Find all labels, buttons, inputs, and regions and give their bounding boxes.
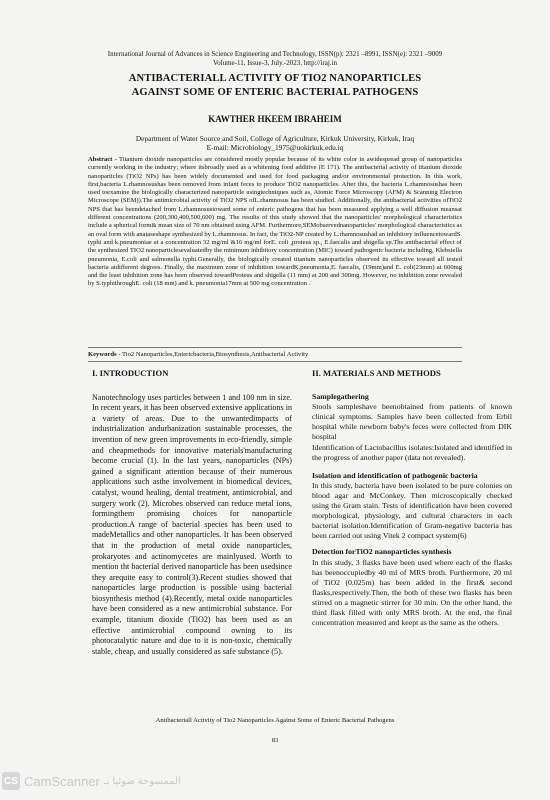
affiliation-department: Department of Water Source and Soil, College of Agriculture, Kirkuk University, Kirkuk, Iraq <box>135 134 415 143</box>
page-number: 83 <box>271 737 279 744</box>
keywords-bottom-rule <box>88 361 462 362</box>
paper-title <box>60 72 490 100</box>
camscanner-watermark <box>2 772 181 790</box>
introduction-text: Nanotechnology uses particles between 1 and 100 nm in size. In recent years, it has been observed extensive applications in a variety of areas. Due to the unwantedimpacts of industrialization andurbanization sustainable processes, the invention of new green improvements in eco-friendly, simple and cheapmethods for innovative materials'manufacturing become crucial (1). In the last years, nanoparticles (NPs) gained a significant attention because of their numerous applications such asthe involvement in biomedical devices, catalyst, wound healing, dental treatment, antimicrobial, and surgery work (2). Microbes observed can reduce metal ions, formingthem promising choices for nanoparticle production.A range of bacterial species has been used to madeMetallics and other nanoparticles. It has been observed that in the production of metal oxide nanoparticles, prokaryotes and actinomycetes are mainlyused. Worth to mention tht bacterial derived nanoparticle has been usedsince they arequite easy to control(3).Recent studies showed that nanoparticles large production is possible using bacterial biosynthesis method (4).Recently, metal oxide nanoparticles have been considered as a new antimicrobial substance. For example, titanium dioxide (TiO2) has been used as an effective antimicrobial compound owning to its photocatalytic nature and due to it is non-toxic, chemically stable, cheap, and usually considered as safe substance (5). <box>92 392 292 656</box>
affiliation <box>60 134 490 153</box>
running-title-footer: Antibacteriall Activity of Tio2 Nanoparticles Against Some of Enteric Bacterial Pathogens <box>155 717 395 724</box>
lactobacillus-identification-text: Identification of Lactobacillus isolates:Isolated and identified in the progress of another paper (data not revealed). <box>312 442 512 462</box>
methods-heading: II. MATERIALS AND METHODS <box>312 368 441 378</box>
introduction-heading: I. INTRODUCTION <box>92 368 169 378</box>
affiliation-email: E-mail: Microbiology_1975@uokirkuk.edu.iq <box>206 143 344 153</box>
isolation-title: Isolation and identification of pathogenic bacteria <box>312 470 478 480</box>
camscanner-text: CamScanner <box>24 773 100 789</box>
keywords-text: - Tio2 Nanoparticles,Entericbacteria,Biosynthesis,Antibacterial Activity <box>116 351 309 358</box>
journal-header-line2: Volume-11, Issue-3, July.-2023, http://iraj.in <box>213 58 337 67</box>
keywords-top-rule <box>88 347 462 348</box>
journal-header-line1: International Journal of Advances in Science Engineering and Technology, ISSN(p): 2321 –8991, ISSN(e): 2321 –9009 <box>107 50 443 58</box>
author-name: KAWTHER HKEEM IBRAHEIM <box>208 114 342 124</box>
paper-title-line1: ANTIBACTERIALL ACTIVITY OF TIO2 NANOPARTICLES <box>128 73 422 84</box>
left-column <box>92 368 292 657</box>
abstract <box>88 156 462 289</box>
journal-header <box>60 50 490 67</box>
detection-title: Detection forTiO2 nanoparticles synthesis <box>312 547 452 557</box>
keywords-label: Keywords <box>88 351 117 358</box>
sample-gathering-text: Stools sampleshave beenobtained from patients of known clinical symptoms. Samples have been collected from Erbil hospital while newborn baby's feces were collected from DIK hospital <box>312 402 512 442</box>
detection-text: In this study, 3 flasks have been used where each of the flasks has beenoccupiedby 40 ml of MRS broth. Furthermore, 20 ml of TiO2 (0.025m) has been added in the first& second flasks,respectively.Then, the both of these two flasks has been stirred on a magnetic stirrer for 30 min. On the other hand, the third flask filled with only MRS broth. At the end, the final concentration measured and keept as the same as the others. <box>312 557 512 628</box>
isolation-text: In this study, bacteria have been isolated to be pure colonies on blood agar and McConkey. Then microscopically checked using the Gram stain. Tests of identification have been covered morphological, physiology, and cultural characters in each bacterial isolation.Identification of Gram-negative bacteria has been carried out using Vitek 2 compact system(6) <box>312 480 512 541</box>
abstract-label: Abstract <box>88 156 113 163</box>
abstract-text: - Titanium dioxide nanoparticles are considered mostly popular because of its white color in awidespread group of nanoparticles currently working in the industry; where itsbroadly used as a whitening food additive (E 171). The antibacterial activity of titanium dioxide nanoparticles (TiO2 NPs) has been widely documented and used for food packaging and/or environmental protection. In this work, first,bacteria L.rhamnosushas been removed from infant feces to produce TiO2 nanoparticles. After this, the bacteria L.rhamnosushas been used toexamine the biologically characterized nanoparticle usingtechniques such as, Atomic Force Microscopy (AFM) & Scanning Electron Microscope (SEM)).The antimicrobial activity of TiO2 NPS ofL.rhamnosus has been studied. Additionally, the antibacterial activities ofTiO2 NPS that has beendetached from L.rhamnosustoward some of enteric pathogens that has been measured applying a well diffusion meansat different concentrations (200,300,400,500,600) mg. The results of this study showed that the nanoparticles' morphological characteristics include a spherical form& mean size of 70 nm obtained using AFM. Furthermore,SEMobservednanoparticles' morphological characteristics as an oval form with anataseshape synthesized by L.rhamnosus. In fact, the TiO2-NP created by L.rhamnosushad an inhibitory influencetowardS. typhi and k.pneumoniae at a concentration 32 mg/ml &16 mg/ml forE. coli ,proteus sp., E.faecalis and shigella sp.The antibacterial effect of the synthesized TIO2 nanoparticlesevaluatedby the minimum inhibitory concentration (MIC) toward pathogenic bacteria including, Klebsiella pneumonia, E.coli and salmonella typhi.Generally, the biologically created titanium nanoparticles observed its effective toward all tested bacteria atdifferent degrees. Finally, the maximum zone of inhibition towardK.pneumonia,E. faecalis, (19mm)and E. coli(23mm) at 600mg and the least inhibition zone has been observed towardProteus and shigella (11 mm) at 200 and 300mg. However, no inhibition zone revealed by S.typhithroughE. coli (18 mm) and k. pneumonia17mm at 500 mg concentration . <box>88 156 462 288</box>
right-column <box>312 368 512 628</box>
keywords <box>88 351 462 358</box>
camscanner-icon: CS <box>2 772 20 790</box>
camscanner-arabic-text: الممسوحة ضوئيا بـ <box>103 775 181 787</box>
sample-gathering-title: Samplegathering <box>312 392 369 402</box>
paper-title-line2: AGAINST SOME OF ENTERIC BACTERIAL PATHOGENS <box>131 87 419 98</box>
